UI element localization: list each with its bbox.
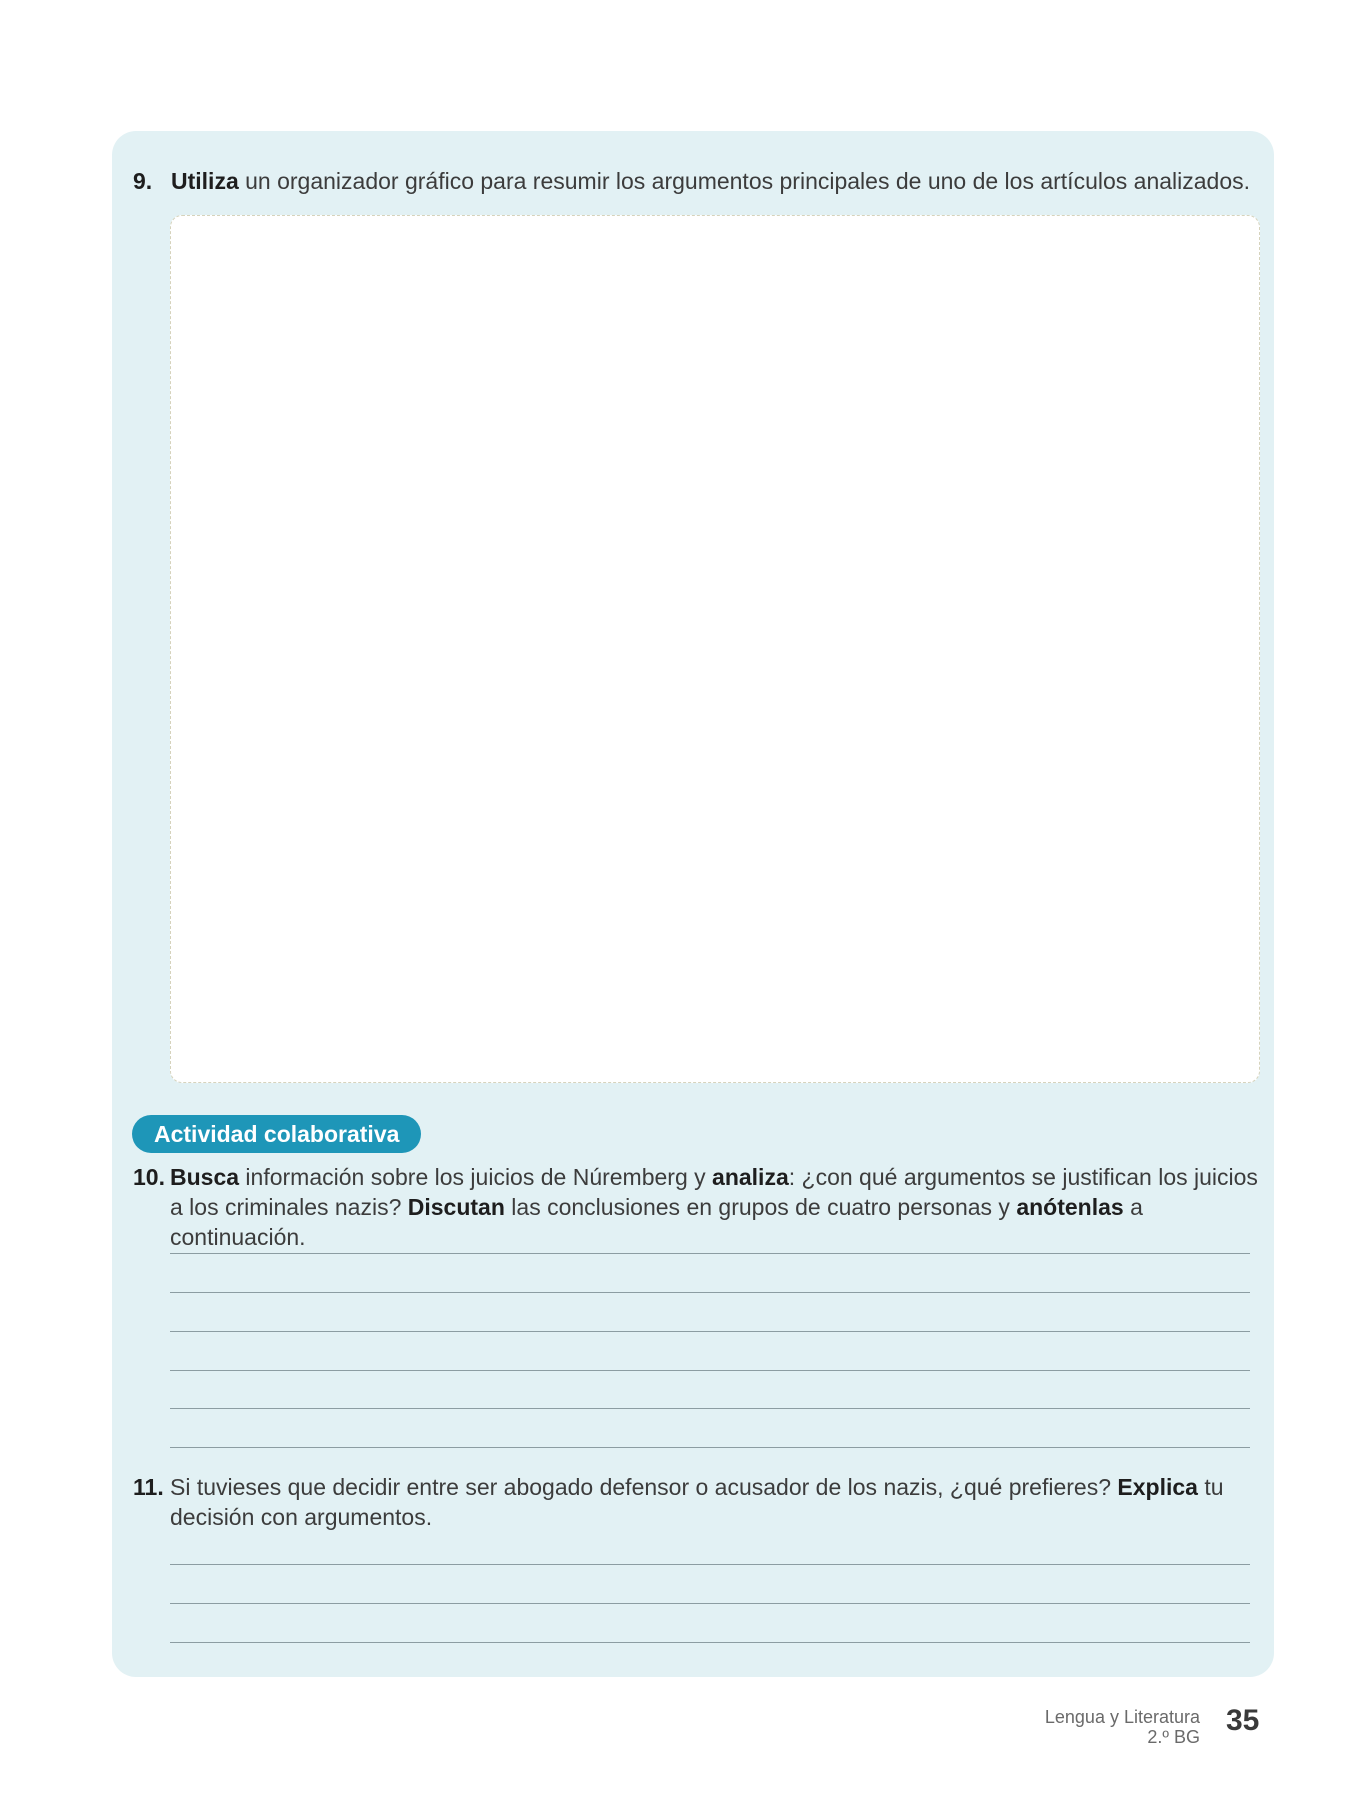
answer-line[interactable] (170, 1447, 1250, 1448)
answer-line[interactable] (170, 1370, 1250, 1371)
grade-level: 2.º BG (1147, 1727, 1200, 1747)
question-text: Busca información sobre los juicios de Núremberg y analiza: ¿con qué argumentos se justifican los juicios a los criminales nazis? Discutan las conclusiones en grupos de cuatro personas y anótenlas a continuación. (170, 1164, 1258, 1250)
answer-line[interactable] (170, 1642, 1250, 1643)
question-text: Si tuvieses que decidir entre ser abogado defensor o acusador de los nazis, ¿qué prefieres? Explica tu decisión con argumentos. (170, 1474, 1224, 1530)
graphic-organizer-area[interactable] (170, 215, 1260, 1083)
question-10 (133, 1162, 1263, 1252)
answer-line[interactable] (170, 1331, 1250, 1332)
question-11 (133, 1472, 1263, 1532)
answer-line[interactable] (170, 1253, 1250, 1254)
question-number: 9. (133, 168, 153, 194)
question-number: 11. (133, 1474, 164, 1500)
question-text: Utiliza un organizador gráfico para resumir los argumentos principales de uno de los artículos analizados. (171, 168, 1251, 194)
subject-name: Lengua y Literatura (1044, 1707, 1200, 1727)
collaborative-activity-badge: Actividad colaborativa (132, 1115, 421, 1153)
answer-line[interactable] (170, 1408, 1250, 1409)
page-number: 35 (1226, 1704, 1260, 1737)
question-number: 10. (133, 1164, 165, 1190)
question-9 (133, 166, 1263, 196)
footer-subject (1045, 1707, 1200, 1747)
answer-line[interactable] (170, 1564, 1250, 1565)
answer-line[interactable] (170, 1603, 1250, 1604)
answer-line[interactable] (170, 1292, 1250, 1293)
action-verb: Utiliza (171, 168, 239, 194)
